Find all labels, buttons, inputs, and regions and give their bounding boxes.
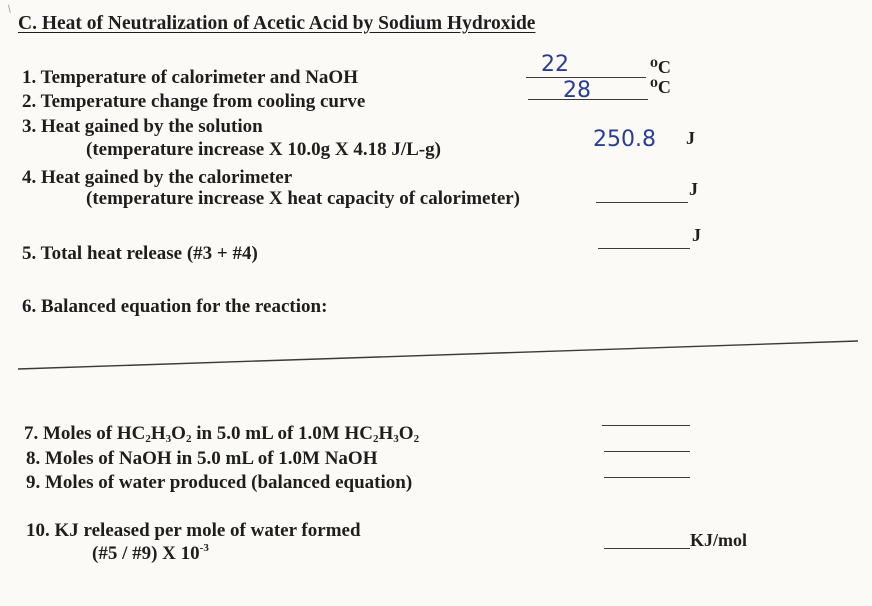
item-2-unit: ⁰C <box>650 77 671 97</box>
item-9-blank <box>604 477 690 478</box>
item-9-label: 9. Moles of water produced (balanced equation) <box>26 472 413 493</box>
item-6-label: 6. Balanced equation for the reaction: <box>22 296 328 317</box>
section-title: C. Heat of Neutralization of Acetic Acid by Sodium Hydroxide <box>18 13 536 34</box>
item-2-label: 2. Temperature change from cooling curve <box>22 91 366 112</box>
item-5-unit: J <box>692 225 701 245</box>
item-2-answer: 28 <box>563 78 591 103</box>
item-7-blank <box>602 425 690 426</box>
item-10-formula: (#5 / #9) X $10^{-3}$ <box>92 542 209 564</box>
item-8-label: 8. Moles of NaOH in 5.0 mL of 1.0M NaOH <box>26 448 378 469</box>
item-5-label: 5. Total heat release (#3 + #4) <box>22 243 258 264</box>
item-10-blank <box>604 548 690 549</box>
item-10-label: 10. KJ released per mole of water formed <box>26 520 361 541</box>
item-1-label: 1. Temperature of calorimeter and NaOH <box>22 67 358 88</box>
item-4-label: 4. Heat gained by the calorimeter <box>22 167 293 188</box>
item-3-answer: 250.8 <box>593 127 656 152</box>
item-10-unit: KJ/mol <box>690 530 747 550</box>
item-3-formula: (temperature increase X 10.0g X 4.18 J/L-g) <box>86 139 441 160</box>
item-8-blank <box>604 451 690 452</box>
item-7-label: 7. Moles of $HC_2H_3O_2$ in 5.0 mL of 1.0M $HC_2H_3O_2$ <box>24 423 420 445</box>
item-4-unit: J <box>689 179 698 199</box>
item-1-unit: ⁰C <box>650 57 671 77</box>
item-3-label: 3. Heat gained by the solution <box>22 116 263 137</box>
item-4-formula: (temperature increase X heat capacity of calorimeter) <box>86 188 521 209</box>
pencil-mark: / <box>5 3 14 16</box>
item-3-unit: J <box>686 128 695 148</box>
item-1-answer: 22 <box>541 52 569 77</box>
